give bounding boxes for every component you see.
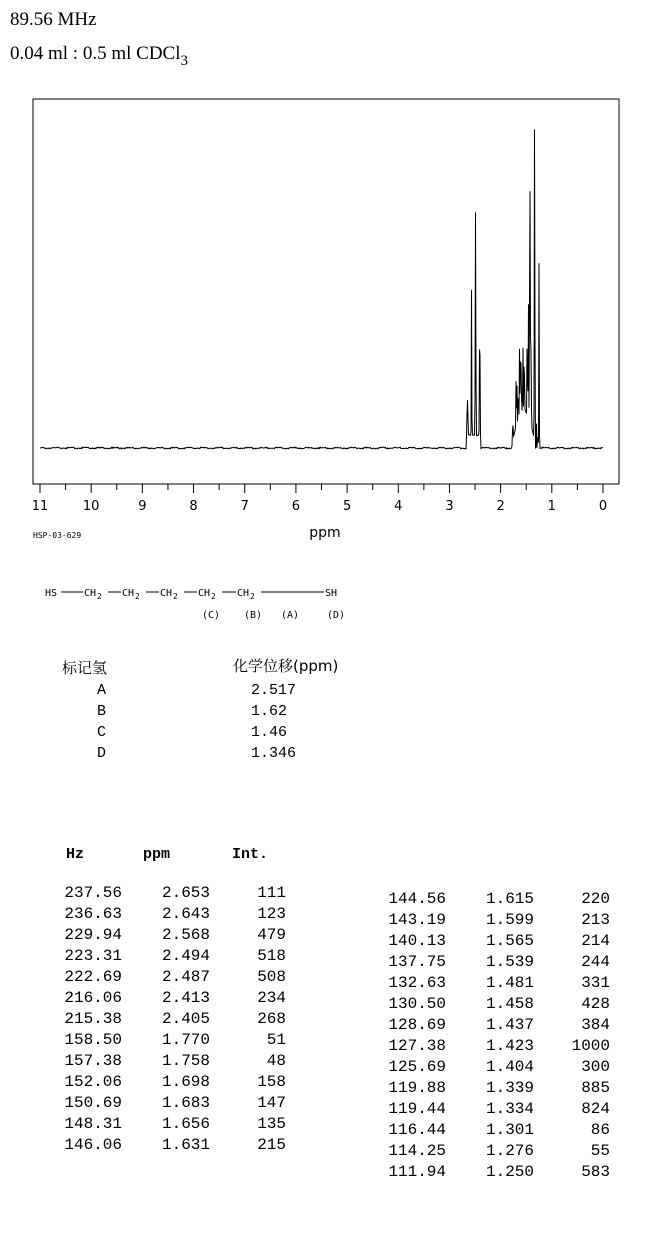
- x-tick-label: 0: [598, 499, 608, 514]
- peak-int: 213: [581, 911, 610, 929]
- peak-hz: 152.06: [64, 1073, 122, 1091]
- subscript-2: 2: [250, 592, 255, 601]
- subscript-2: 2: [211, 592, 216, 601]
- peak-row: [376, 973, 610, 994]
- peak-ppm: 1.334: [485, 1100, 534, 1118]
- peak-int: 158: [257, 1073, 286, 1091]
- peak-row: [376, 1078, 610, 1099]
- x-tick-label: 3: [445, 499, 454, 514]
- peak-int: 51: [266, 1031, 286, 1049]
- peak-hz: 237.56: [64, 884, 122, 902]
- x-tick-label: 5: [342, 499, 352, 514]
- peak-row: [52, 925, 286, 946]
- peak-int: 384: [581, 1016, 610, 1034]
- peak-row: [376, 1036, 610, 1057]
- assignment-shift: 1.62: [251, 703, 288, 720]
- peak-hz: 222.69: [64, 968, 122, 986]
- peak-row: [52, 883, 286, 904]
- methylene-group: CH: [160, 588, 173, 599]
- peak-hz: 157.38: [64, 1052, 122, 1070]
- peak-row: [52, 946, 286, 967]
- peak-int: 234: [257, 989, 286, 1007]
- peak-row: [376, 994, 610, 1015]
- peak-ppm: 1.631: [161, 1136, 210, 1154]
- peak-row: [376, 1120, 610, 1141]
- x-axis-ticks: [40, 484, 603, 493]
- assignment-shift: 1.46: [251, 724, 288, 741]
- peak-ppm: 1.615: [485, 890, 534, 908]
- peak-int: 147: [257, 1094, 286, 1112]
- x-tick-label: 4: [394, 499, 403, 514]
- x-tick-label: 8: [189, 499, 198, 514]
- peak-table-left: [52, 883, 286, 1156]
- x-tick-label: 2: [496, 499, 505, 514]
- sample-subscript: 3: [180, 53, 188, 69]
- peak-hz: 148.31: [64, 1115, 122, 1133]
- peak-row: [376, 1141, 610, 1162]
- peak-int: 268: [257, 1010, 286, 1028]
- x-axis-label: ppm: [309, 525, 341, 541]
- x-tick-label: 1: [547, 499, 556, 514]
- methylene-group: CH: [84, 588, 97, 599]
- peak-int: 583: [581, 1163, 610, 1181]
- peak-header-int: Int.: [232, 846, 269, 863]
- peak-ppm: 2.494: [161, 947, 210, 965]
- x-tick-label: 10: [82, 499, 100, 514]
- peak-hz: 127.38: [388, 1037, 446, 1055]
- peak-int: 885: [581, 1079, 610, 1097]
- assignment-col2-header: 化学位移(ppm): [233, 657, 339, 675]
- peak-row: [376, 1015, 610, 1036]
- peak-row: [376, 1057, 610, 1078]
- hydrogen-label: (A): [281, 610, 300, 621]
- peak-hz: 158.50: [64, 1031, 122, 1049]
- peak-ppm: 1.250: [485, 1163, 534, 1181]
- peak-row: [376, 889, 610, 910]
- peak-hz: 132.63: [388, 974, 446, 992]
- assignment-label: D: [97, 745, 107, 762]
- peak-hz: 216.06: [64, 989, 122, 1007]
- peak-ppm: 1.481: [485, 974, 534, 992]
- peak-row: [52, 988, 286, 1009]
- peak-int: 824: [581, 1100, 610, 1118]
- peak-int: 428: [581, 995, 610, 1013]
- peak-ppm: 1.599: [485, 911, 534, 929]
- peak-row: [376, 1099, 610, 1120]
- peak-int: 123: [257, 905, 286, 923]
- peak-hz: 236.63: [64, 905, 122, 923]
- peak-hz: 116.44: [388, 1121, 446, 1139]
- peak-int: 214: [581, 932, 610, 950]
- peak-int: 48: [266, 1052, 286, 1070]
- x-tick-label: 9: [138, 499, 147, 514]
- peak-hz: 146.06: [64, 1136, 122, 1154]
- peak-header-ppm: ppm: [143, 846, 171, 863]
- peak-ppm: 1.404: [485, 1058, 534, 1076]
- subscript-2: 2: [173, 592, 178, 601]
- peak-table-right: [376, 889, 610, 1183]
- peak-int: 300: [581, 1058, 610, 1076]
- peak-ppm: 2.413: [161, 989, 210, 1007]
- peak-int: 508: [257, 968, 286, 986]
- peak-int: 518: [257, 947, 286, 965]
- x-tick-label: 6: [291, 499, 301, 514]
- peak-int: 244: [581, 953, 610, 971]
- sample-text: 0.04 ml : 0.5 ml CDCl: [10, 43, 181, 64]
- peak-ppm: 1.656: [161, 1115, 210, 1133]
- peak-ppm: 2.568: [161, 926, 210, 944]
- peak-row: [52, 967, 286, 988]
- peak-row: [52, 1030, 286, 1051]
- peak-int: 220: [581, 890, 610, 908]
- peak-int: 55: [590, 1142, 610, 1160]
- x-tick-label: 7: [240, 499, 249, 514]
- methylene-group: CH: [198, 588, 211, 599]
- x-axis-tick-labels: [32, 499, 607, 514]
- molecular-structure: [0, 582, 652, 626]
- peak-row: [376, 952, 610, 973]
- spectrum-code: HSP-03-629: [33, 531, 82, 540]
- peak-hz: 119.88: [388, 1079, 446, 1097]
- peak-ppm: 2.643: [161, 905, 210, 923]
- peak-row: [376, 1162, 610, 1183]
- subscript-2: 2: [135, 592, 140, 601]
- peak-hz: 137.75: [388, 953, 446, 971]
- peak-ppm: 1.698: [161, 1073, 210, 1091]
- peak-hz: 229.94: [64, 926, 122, 944]
- spectrometer-frequency: 89.56 MHz: [10, 9, 97, 30]
- peak-hz: 143.19: [388, 911, 446, 929]
- hydrogen-label: (D): [327, 610, 346, 621]
- peak-int: 86: [590, 1121, 610, 1139]
- peak-int: 1000: [571, 1037, 610, 1055]
- peak-row: [52, 1114, 286, 1135]
- plot-frame: [33, 99, 619, 484]
- peak-hz: 150.69: [64, 1094, 122, 1112]
- nmr-spectrum-chart: [0, 0, 652, 560]
- thiol-group: SH: [325, 588, 338, 599]
- peak-hz: 119.44: [388, 1100, 446, 1118]
- spectrum-trace: [40, 129, 603, 449]
- hydrogen-label: (B): [244, 610, 263, 621]
- peak-ppm: 1.437: [485, 1016, 534, 1034]
- peak-row: [52, 1135, 286, 1156]
- methylene-group: CH: [122, 588, 135, 599]
- peak-row: [52, 1051, 286, 1072]
- peak-hz: 140.13: [388, 932, 446, 950]
- peak-int: 215: [257, 1136, 286, 1154]
- peak-row: [52, 1072, 286, 1093]
- peak-hz: 223.31: [64, 947, 122, 965]
- peak-hz: 111.94: [388, 1163, 446, 1181]
- methylene-group: CH: [237, 588, 250, 599]
- peak-ppm: 1.539: [485, 953, 534, 971]
- peak-ppm: 1.758: [161, 1052, 210, 1070]
- assignment-label: B: [97, 703, 107, 720]
- subscript-2: 2: [97, 592, 102, 601]
- peak-ppm: 2.405: [161, 1010, 210, 1028]
- peak-int: 111: [257, 884, 286, 902]
- peak-ppm: 1.770: [161, 1031, 210, 1049]
- peak-hz: 144.56: [388, 890, 446, 908]
- assignment-col1-header: 标记氢: [62, 659, 108, 677]
- peak-row: [376, 910, 610, 931]
- peak-ppm: 1.423: [485, 1037, 534, 1055]
- peak-hz: 125.69: [388, 1058, 446, 1076]
- peak-row: [52, 1009, 286, 1030]
- peak-row: [52, 1093, 286, 1114]
- peak-row: [52, 904, 286, 925]
- peak-ppm: 1.339: [485, 1079, 534, 1097]
- peak-ppm: 2.487: [161, 968, 210, 986]
- assignment-shift: 1.346: [251, 745, 297, 762]
- peak-hz: 114.25: [388, 1142, 446, 1160]
- assignment-label: A: [97, 682, 107, 699]
- peak-header-hz: Hz: [66, 846, 85, 863]
- peak-row: [376, 931, 610, 952]
- assignment-label: C: [97, 724, 107, 741]
- thiol-group: HS: [45, 588, 58, 599]
- peak-int: 331: [581, 974, 610, 992]
- peak-hz: 128.69: [388, 1016, 446, 1034]
- peak-ppm: 2.653: [161, 884, 210, 902]
- peak-ppm: 1.458: [485, 995, 534, 1013]
- peak-int: 479: [257, 926, 286, 944]
- peak-hz: 215.38: [64, 1010, 122, 1028]
- peak-ppm: 1.565: [485, 932, 534, 950]
- peak-ppm: 1.301: [485, 1121, 534, 1139]
- x-tick-label: 11: [31, 499, 49, 514]
- hydrogen-label: (C): [202, 610, 221, 621]
- peak-int: 135: [257, 1115, 286, 1133]
- peak-ppm: 1.276: [485, 1142, 534, 1160]
- assignment-shift: 2.517: [251, 682, 297, 699]
- peak-hz: 130.50: [388, 995, 446, 1013]
- peak-ppm: 1.683: [161, 1094, 210, 1112]
